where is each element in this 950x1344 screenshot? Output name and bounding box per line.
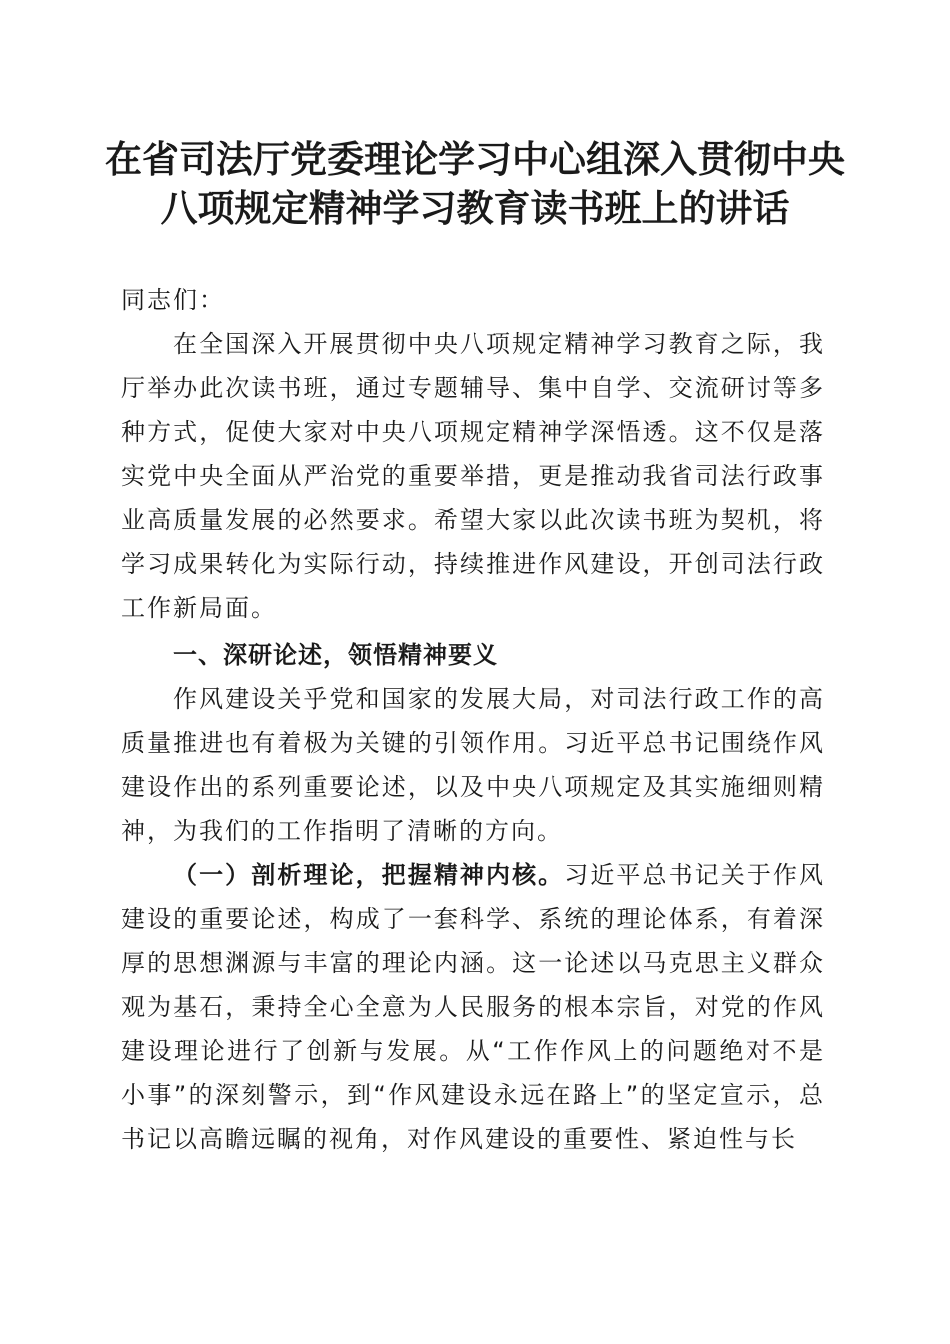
salutation: 同志们：: [121, 286, 225, 314]
subsection-1-lead: （一）剖析理论，把握精神内核。: [173, 861, 565, 889]
document-title-line-1: 在省司法厅党委理论学习中心组深入贯彻中央: [105, 137, 845, 181]
paragraph-intro: 在全国深入开展贯彻中央八项规定精神学习教育之际，我厅举办此次读书班，通过专题辅导、集中自学、交流研讨等多种方式，促使大家对中央八项规定精神学深悟透。这不仅是落实党中央全面从严治党的重要举措，更是推动我省司法行政事业高质量发展的必然要求。希望大家以此次读书班为契机，将学习成果转化为实际行动，持续推进作风建设，开创司法行政工作新局面。: [121, 330, 825, 622]
section-heading-1: 一、深研论述，领悟精神要义: [173, 641, 498, 669]
paragraph-subsection-1: [121, 853, 825, 1161]
subsection-1-text: 习近平总书记关于作风建设的重要论述，构成了一套科学、系统的理论体系，有着深厚的思想渊源与丰富的理论内涵。这一论述以马克思主义群众观为基石，秉持全心全意为人民服务的根本宗旨，对党的作风建设理论进行了创新与发展。从“工作作风上的问题绝对不是小事”的深刻警示，到“作风建设永远在路上”的坚定宣示，总书记以高瞻远瞩的视角，对作风建设的重要性、紧迫性与长: [121, 861, 825, 1153]
document-title-line-2: 八项规定精神学习教育读书班上的讲话: [160, 186, 790, 230]
paragraph-section-1: 作风建设关乎党和国家的发展大局，对司法行政工作的高质量推进也有着极为关键的引领作用。习近平总书记围绕作风建设作出的系列重要论述，以及中央八项规定及其实施细则精神，为我们的工作指明了清晰的方向。: [121, 685, 825, 845]
